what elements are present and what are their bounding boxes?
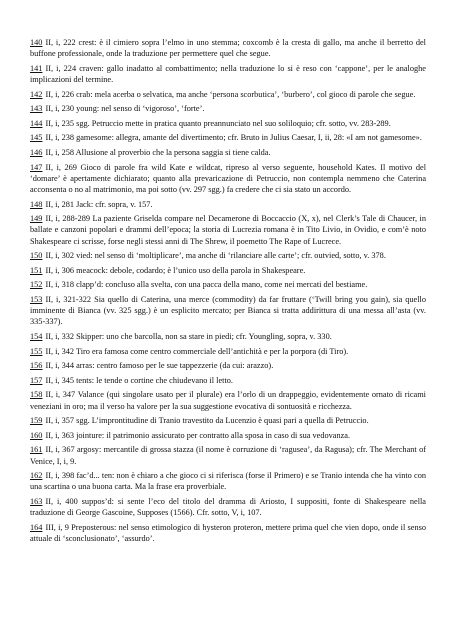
- footnote-number[interactable]: 164: [30, 522, 43, 532]
- footnote-number[interactable]: 141: [30, 63, 43, 73]
- footnote: [30, 331, 426, 342]
- footnote-text: II, i, 344 arras: centro famoso per le sue tappezzerie (da cui: arazzo).: [45, 361, 274, 371]
- footnote-number[interactable]: 161: [30, 445, 43, 455]
- footnote: [30, 430, 426, 441]
- footnote: [30, 279, 426, 290]
- footnote-text: II, i, 258 Allusione al proverbio che la persona saggia si tiene calda.: [45, 147, 271, 157]
- footnote-text: II, i, 357 sgg. L’improntitudine di Tranio travestito da Lucenzio è quasi pari a quella di Petruccio.: [45, 416, 369, 426]
- footnote: [30, 132, 426, 143]
- footnote-number[interactable]: 145: [30, 133, 43, 143]
- footnote-number[interactable]: 149: [30, 214, 43, 224]
- footnote-text: II, i, 288-289 La paziente Griselda compare nel Decamerone di Boccaccio (X, x), nel Clerk’s Tale di Chaucer, in ballate e canzoni popolari e drammi dell’epoca; la storia di Lucrezia romana è in Tito Livio, in Ovidio, e com’è noto Shakespeare ci scrisse, forse negli stessi anni di The Shrew, il poemetto The Rape of Lucrece.: [30, 214, 426, 246]
- footnote: [30, 89, 426, 100]
- footnote-number[interactable]: 140: [30, 38, 43, 47]
- footnote-text: II, i, 367 argosy: mercantile di grossa stazza (il nome è corruzione di ‘ragusea’, da Ragusa); cfr. The Merchant of Venice, I, i, 9.: [30, 445, 426, 466]
- footnote-text: II, i, 238 gamesome: allegra, amante del divertimento; cfr. Bruto in Julius Caesar, I, ii, 28: «I am not gamesome».: [45, 133, 422, 143]
- footnote: [30, 375, 426, 386]
- footnote: [30, 294, 426, 328]
- footnote-number[interactable]: 162: [30, 471, 43, 481]
- footnote-text: II, i, 332 Skipper: uno che barcolla, non sa stare in piedi; cfr. Youngling, sopra, v. 330.: [45, 331, 332, 341]
- footnote-number[interactable]: 163: [30, 496, 43, 506]
- footnote-text: II, i, 269 Gioco di parole fra wild Kate e wildcat, ripreso al verso seguente, household Kates. Il motivo del ‘domare’ è apertamente dichiarato; quanto alla prevaricazione di Petruccio, non contempla nemmeno che Caterina acconsenta o no al matrimonio, ma poi sotto (vv. 297 sgg.) fa credere che ci sia stato un accordo.: [30, 162, 426, 194]
- footnote: [30, 522, 426, 544]
- footnote: [30, 37, 426, 59]
- footnote-text: III, i, 9 Preposterous: nel senso etimologico di hysteron proteron, mettere prima quel che vien dopo, onde il senso attuale di ‘sconclusionato’, ‘assurdo’.: [30, 522, 426, 543]
- footnote-number[interactable]: 150: [30, 251, 43, 261]
- footnote: [30, 162, 426, 196]
- footnote-text: II, i, 400 suppos’d: si sente l’eco del titolo del dramma di Ariosto, I suppositi, fonte di Shakespeare nella traduzione di George Gascoine, Supposes (1566). Cfr. sotto, V, i, 107.: [30, 496, 426, 518]
- footnote-text: II, i, 281 Jack: cfr. sopra, v. 157.: [45, 199, 153, 209]
- footnote-number[interactable]: 154: [30, 331, 43, 341]
- footnote: [30, 118, 426, 129]
- footnote: [30, 360, 426, 371]
- footnote-number[interactable]: 157: [30, 375, 43, 385]
- footnote: [30, 199, 426, 210]
- footnote-number[interactable]: 144: [30, 118, 43, 128]
- footnote: [30, 444, 426, 466]
- footnote-text: II, i, 226 crab: mela acerba o selvatica, ma anche ‘persona scorbutica’, ‘burbero’, col gioco di parole che segue.: [45, 89, 416, 99]
- footnote: [30, 346, 426, 357]
- footnote-number[interactable]: 148: [30, 199, 43, 209]
- footnote: [30, 213, 426, 247]
- footnote: [30, 415, 426, 426]
- footnote-text: II, i, 363 jointure: il patrimonio assicurato per contratto alla sposa in caso di sua vedovanza.: [45, 430, 351, 440]
- footnote-number[interactable]: 147: [30, 162, 43, 172]
- footnote-text: II, i, 321-322 Sia quello di Caterina, una merce (commodity) da far fruttare (‘Twill bring you gain), sia quello imminente di Bianca (vv. 325 sgg.) è un esplicito mercato; per Bianca si tratta addirittura di una messa all’asta (vv. 335-337).: [30, 294, 426, 327]
- footnote-text: II, i, 222 crest: è il cimiero sopra l’elmo in uno stemma; coxcomb è la cresta di gallo, ma anche il berretto del buffone professionale, onde la traduzione per permettere quel che segue.: [30, 38, 426, 59]
- footnote-text: II, i, 230 young: nel senso di ‘vigoroso’, ‘forte’.: [45, 104, 205, 114]
- footnote: [30, 250, 426, 261]
- footnote-number[interactable]: 155: [30, 346, 43, 356]
- footnote: [30, 147, 426, 158]
- footnote-text: II, i, 306 meacock: debole, codardo; è l’unico uso della parola in Shakespeare.: [45, 265, 306, 275]
- footnote-text: II, i, 342 Tiro era famosa come centro commerciale dell’antichità e per la porpora (di Tiro).: [45, 346, 349, 356]
- footnote: [30, 470, 426, 492]
- footnote-text: II, i, 398 fac’d... ten: non è chiaro a che gioco ci si riferisca (forse il Primero) e se Tranio intenda che ha vinto con una scartina o una buona carta. Ma la frase era proverbiale.: [30, 471, 426, 492]
- footnote-number[interactable]: 143: [30, 104, 43, 114]
- footnote-number[interactable]: 153: [30, 294, 43, 304]
- footnote-text: II, i, 347 Valance (qui singolare usato per il plurale) era l’orlo di un drappeggio, evidentemente ornato di ricami veneziani in oro; ma il verso ha valore per la sua suggestione evocativa di sontuosità e ricchezza.: [30, 390, 426, 411]
- footnote-text: II, i, 235 sgg. Petruccio mette in pratica quanto preannunciato nel suo soliloquio; cfr. sotto, vv. 283-289.: [45, 118, 391, 128]
- footnote-text: II, i, 318 clapp’d: concluso alla svelta, con una pacca della mano, come nei mercati del bestiame.: [45, 280, 368, 290]
- footnote-number[interactable]: 158: [30, 390, 43, 400]
- footnote: [30, 389, 426, 411]
- footnote-number[interactable]: 160: [30, 430, 43, 440]
- footnote-number[interactable]: 152: [30, 280, 43, 290]
- footnote: [30, 265, 426, 276]
- footnote-number[interactable]: 156: [30, 361, 43, 371]
- footnote-number[interactable]: 146: [30, 147, 43, 157]
- footnote: [30, 496, 426, 518]
- footnote-text: II, i, 224 craven: gallo inadatto al combattimento; nella traduzione lo si è reso con ‘cappone’, per le analoghe implicazioni del termine.: [30, 63, 426, 84]
- footnote-text: II, i, 302 vied: nel senso di ‘moltiplicare’, ma anche di ‘rilanciare alle carte’; cfr. outvied, sotto, v. 378.: [45, 251, 386, 261]
- footnote: [30, 103, 426, 114]
- footnote-number[interactable]: 142: [30, 89, 43, 99]
- footnote: [30, 63, 426, 85]
- footnotes-page: [30, 37, 426, 547]
- footnote-number[interactable]: 151: [30, 265, 43, 275]
- footnote-text: II, i, 345 tents: le tende o cortine che chiudevano il letto.: [45, 375, 233, 385]
- footnote-number[interactable]: 159: [30, 416, 43, 426]
